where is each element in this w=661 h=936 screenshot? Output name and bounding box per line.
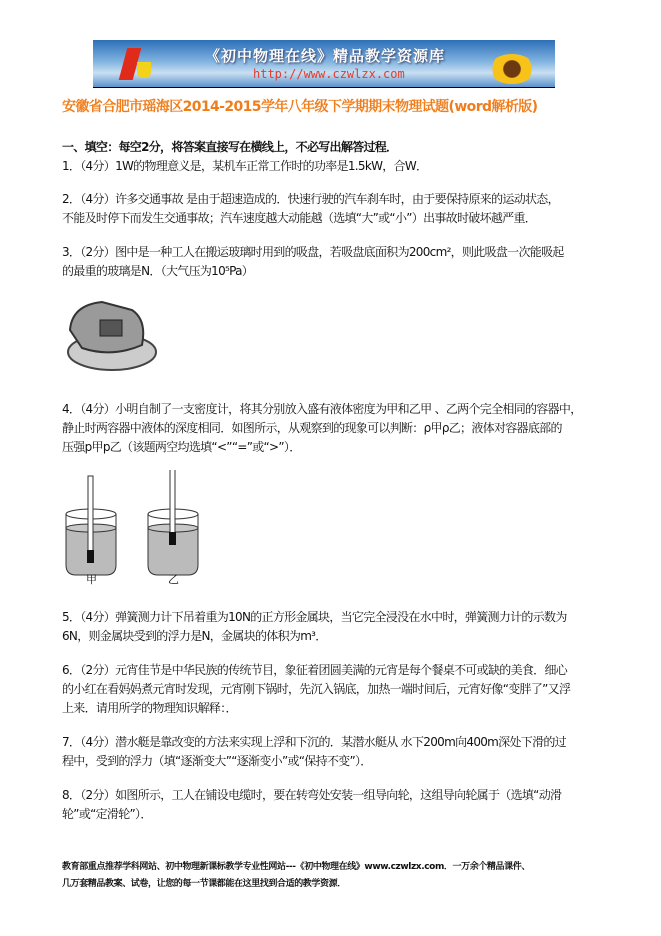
question-line: 6N，则金属块受到的浮力是N，金属块的体积为m³． [62,629,327,643]
beaker-jia [66,476,116,575]
question-line: 5．（4分）弹簧测力计下吊着重为10N的正方形金属块，当它完全浸没在水中时，弹簧测力计的示数为 [62,610,567,624]
footer-line: 几万套精品教案、试卷，让您的每一节课都能在这里找到合适的教学资源． [62,879,346,889]
question-3 [62,243,642,281]
question-line: 6．（2分）元宵佳节是中华民族的传统节目，象征着团圆美满的元宵是每个餐桌不可或缺的美食．细心 [62,663,568,677]
question-4 [62,400,642,457]
question-line: 1．（4分）1W的物理意义是，某机车正常工作时的功率是1.5kW，合W． [62,159,428,173]
question-1 [62,157,642,176]
question-line: 2．（4分）许多交通事故 是由于超速造成的．快速行驶的汽车刹车时，由于要保持原来的运动状态， [62,192,559,206]
beaker-yi [148,470,198,575]
banner-url[interactable]: http://www.czwlzx.com [253,67,405,81]
footer-line: 教育部重点推荐学科网站、初中物理新课标教学专业性网站---《初中物理在线》www.czwlzx.com．一万余个精品课件、 [62,862,530,872]
question-line: 7．（4分）潜水艇是靠改变的方法来实现上浮和下沉的．某潜水艇从 水下200m向400m深处下滑的过 [62,735,566,749]
question-6 [62,661,642,718]
banner-title: 《初中物理在线》精品教学资源库 [205,47,446,65]
question-line: 不能及时停下而发生交通事故；汽车速度越大动能越（选填“大”或“小”）出事故时破坏越严重． [62,211,537,225]
densimeter-figure [62,470,202,585]
question-line: 上来．请用所学的物理知识解释：． [62,701,237,715]
question-8 [62,786,642,824]
question-2 [62,190,642,228]
sunflower-image [489,54,535,84]
figure-label-jia: 甲 [86,573,97,586]
page-footer [62,859,652,893]
question-line: 8．（2分）如图所示，工人在铺设电缆时，要在转弯处安装一组导向轮，这组导向轮属于（选填“动滑 [62,788,562,802]
question-line: 的最重的玻璃是N．（大气压为10⁵Pa） [62,264,254,278]
question-line: 压强p甲p乙（该题两空均选填“<”“=”或“>”）． [62,440,301,454]
section-heading: 一、填空：每空2分，将答案直接写在横线上，不必写出解答过程． [62,140,398,154]
question-line: 程中，受到的浮力（填“逐渐变大”“逐渐变小”或“保持不变”）． [62,754,372,768]
question-line: 3．（2分）图中是一种工人在搬运玻璃时用到的吸盘，若吸盘底面积为200cm²，则此吸盘一次能吸起 [62,245,564,259]
header-divider [93,87,555,88]
question-line: 轮”或“定滑轮”）． [62,807,152,821]
question-line: 4．（4分）小明自制了一支密度计，将其分别放入盛有液体密度为甲和乙甲 、乙两个完全相同的容器中， [62,402,582,416]
question-7 [62,733,642,771]
question-line: 的小红在看妈妈煮元宵时发现，元宵刚下锅时，先沉入锅底，加热一端时间后，元宵好像“变胖了”又浮 [62,682,571,696]
suction-cup-figure [62,290,162,375]
site-banner[interactable] [93,40,555,87]
question-5 [62,608,642,646]
logo-icon-part [137,62,151,78]
question-line: 静止时两容器中液体的深度相同．如图所示，从观察到的现象可以判断：ρ甲ρ乙；液体对容器底部的 [62,421,562,435]
figure-label-yi: 乙 [168,573,179,586]
document-title: 安徽省合肥市瑶海区2014-2015学年八年级下学期期末物理试题(word解析版) [62,99,538,115]
